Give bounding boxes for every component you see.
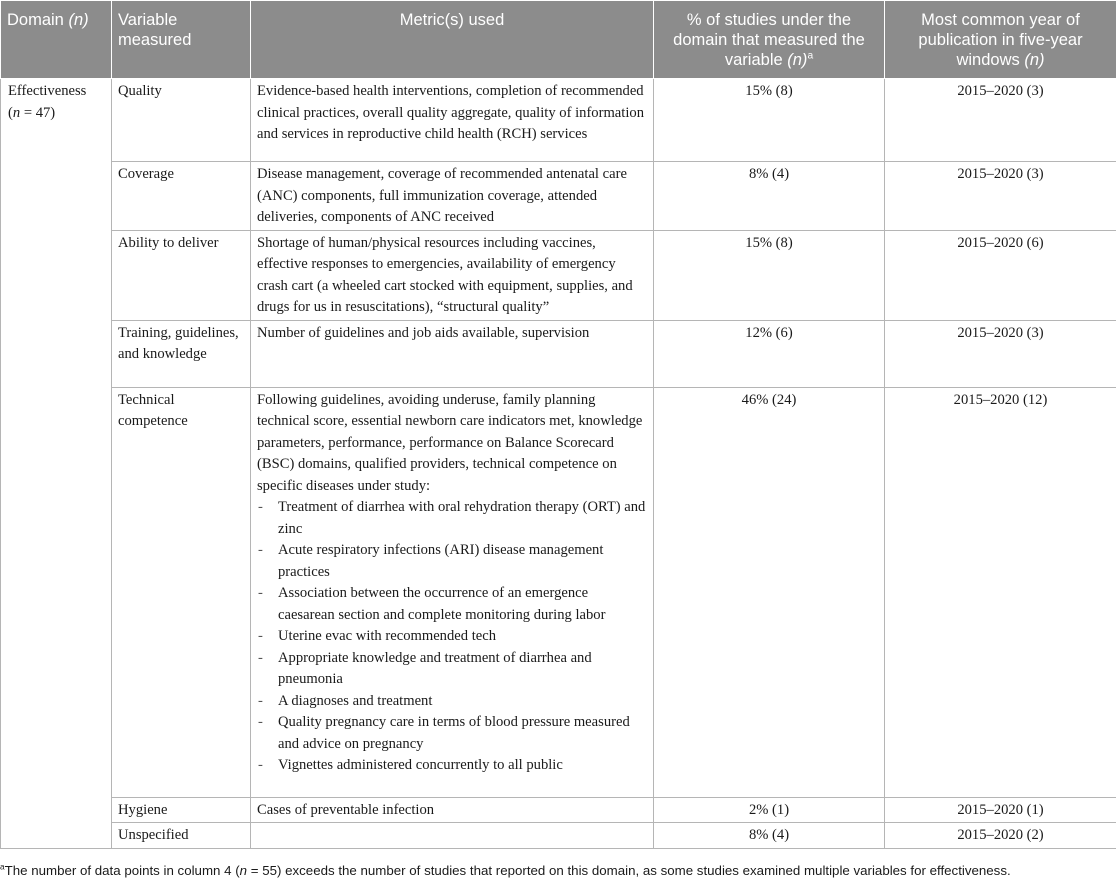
- year-cell: 2015–2020 (1): [885, 797, 1116, 823]
- variable-cell: Ability to deliver: [112, 230, 251, 320]
- list-item: - Quality pregnancy care in terms of blood pressure measured and advice on pregnancy: [257, 712, 647, 755]
- metric-sub-list: [257, 497, 647, 777]
- domain-name: Effectiveness: [8, 83, 87, 99]
- percent-cell: 12% (6): [654, 320, 885, 387]
- variable-cell: Training, guidelines, and knowledge: [112, 320, 251, 387]
- variable-cell: Coverage: [112, 162, 251, 231]
- header-domain: [1, 1, 112, 79]
- variable-cell: Quality: [112, 79, 251, 162]
- list-item: - Association between the occurrence of an emergence caesarean section and complete monitoring during labor: [257, 583, 647, 626]
- footnote-text-start: The number of data points in column 4 (: [4, 863, 240, 878]
- year-cell: 2015–2020 (12): [885, 387, 1116, 797]
- metric-cell: Evidence-based health interventions, completion of recommended clinical practices, overall quality aggregate, quality of information and services in reproductive child health (RCH) services: [251, 79, 654, 162]
- list-item: - Vignettes administered concurrently to all public: [257, 755, 647, 777]
- list-item: - Acute respiratory infections (ARI) disease management practices: [257, 540, 647, 583]
- header-year-n: (n): [1024, 51, 1045, 69]
- table-row: [1, 230, 1116, 320]
- header-row: [1, 1, 1116, 79]
- header-percent: [654, 1, 885, 79]
- table-row: [1, 162, 1116, 231]
- footnote-n: n: [239, 863, 248, 878]
- variable-cell: Hygiene: [112, 797, 251, 823]
- table-row: [1, 320, 1116, 387]
- variable-cell: Technical competence: [112, 387, 251, 797]
- metric-cell: [251, 823, 654, 849]
- list-item: - A diagnoses and treatment: [257, 691, 647, 713]
- year-cell: 2015–2020 (3): [885, 320, 1116, 387]
- header-percent-n: (n): [787, 51, 808, 69]
- domain-count-n: n: [12, 104, 21, 121]
- header-variable: [112, 1, 251, 79]
- metric-text: Following guidelines, avoiding underuse, family planning technical score, essential newborn care indicators met, knowledge parameters, performance, performance on Balance Scorecard (BSC) domains, qualified providers, technical competence on specific diseases under study:: [257, 391, 643, 494]
- variable-cell: Unspecified: [112, 823, 251, 849]
- percent-cell: 8% (4): [654, 823, 885, 849]
- domain-cell: [1, 79, 112, 849]
- year-cell: 2015–2020 (2): [885, 823, 1116, 849]
- list-item: - Treatment of diarrhea with oral rehydration therapy (ORT) and zinc: [257, 497, 647, 540]
- metric-cell: Number of guidelines and job aids available, supervision: [251, 320, 654, 387]
- year-cell: 2015–2020 (6): [885, 230, 1116, 320]
- domain-count-prefix: (: [8, 104, 13, 121]
- header-domain-n: (n): [68, 11, 89, 29]
- percent-cell: 15% (8): [654, 230, 885, 320]
- footnote-marker: a: [0, 862, 5, 872]
- header-year-label: Most common year of publication in five-year windows: [918, 11, 1083, 69]
- table-row: [1, 79, 1116, 162]
- metric-cell: Cases of preventable infection: [251, 797, 654, 823]
- metric-cell: Shortage of human/physical resources including vaccines, effective responses to emergencies, availability of emergency crash cart (a wheeled cart stocked with equipment, supplies, and drugs for us in resuscitations), “structural quality”: [251, 230, 654, 320]
- year-cell: 2015–2020 (3): [885, 79, 1116, 162]
- table-row: [1, 387, 1116, 797]
- header-year: [885, 1, 1116, 79]
- table-row: [1, 823, 1116, 849]
- metric-cell: [251, 387, 654, 797]
- header-metric: [251, 1, 654, 79]
- table-row: [1, 797, 1116, 823]
- header-percent-label: % of studies under the domain that measured the variable: [673, 11, 865, 69]
- percent-cell: 2% (1): [654, 797, 885, 823]
- header-variable-label: Variable measured: [118, 11, 192, 49]
- footnote-text-end: = 55) exceeds the number of studies that reported on this domain, as some studies examined multiple variables for effectiveness.: [247, 863, 1011, 878]
- percent-cell: 15% (8): [654, 79, 885, 162]
- percent-cell: 8% (4): [654, 162, 885, 231]
- header-percent-footnote-marker: a: [807, 50, 814, 62]
- list-item: - Appropriate knowledge and treatment of diarrhea and pneumonia: [257, 648, 647, 691]
- list-item: - Uterine evac with recommended tech: [257, 626, 647, 648]
- domain-count: = 47): [20, 104, 56, 121]
- table-footnote: [0, 862, 1116, 880]
- header-metric-label: Metric(s) used: [399, 11, 505, 29]
- metric-cell: Disease management, coverage of recommended antenatal care (ANC) components, full immunization coverage, attended deliveries, components of ANC received: [251, 162, 654, 231]
- percent-cell: 46% (24): [654, 387, 885, 797]
- year-cell: 2015–2020 (3): [885, 162, 1116, 231]
- header-domain-label: Domain: [7, 11, 64, 29]
